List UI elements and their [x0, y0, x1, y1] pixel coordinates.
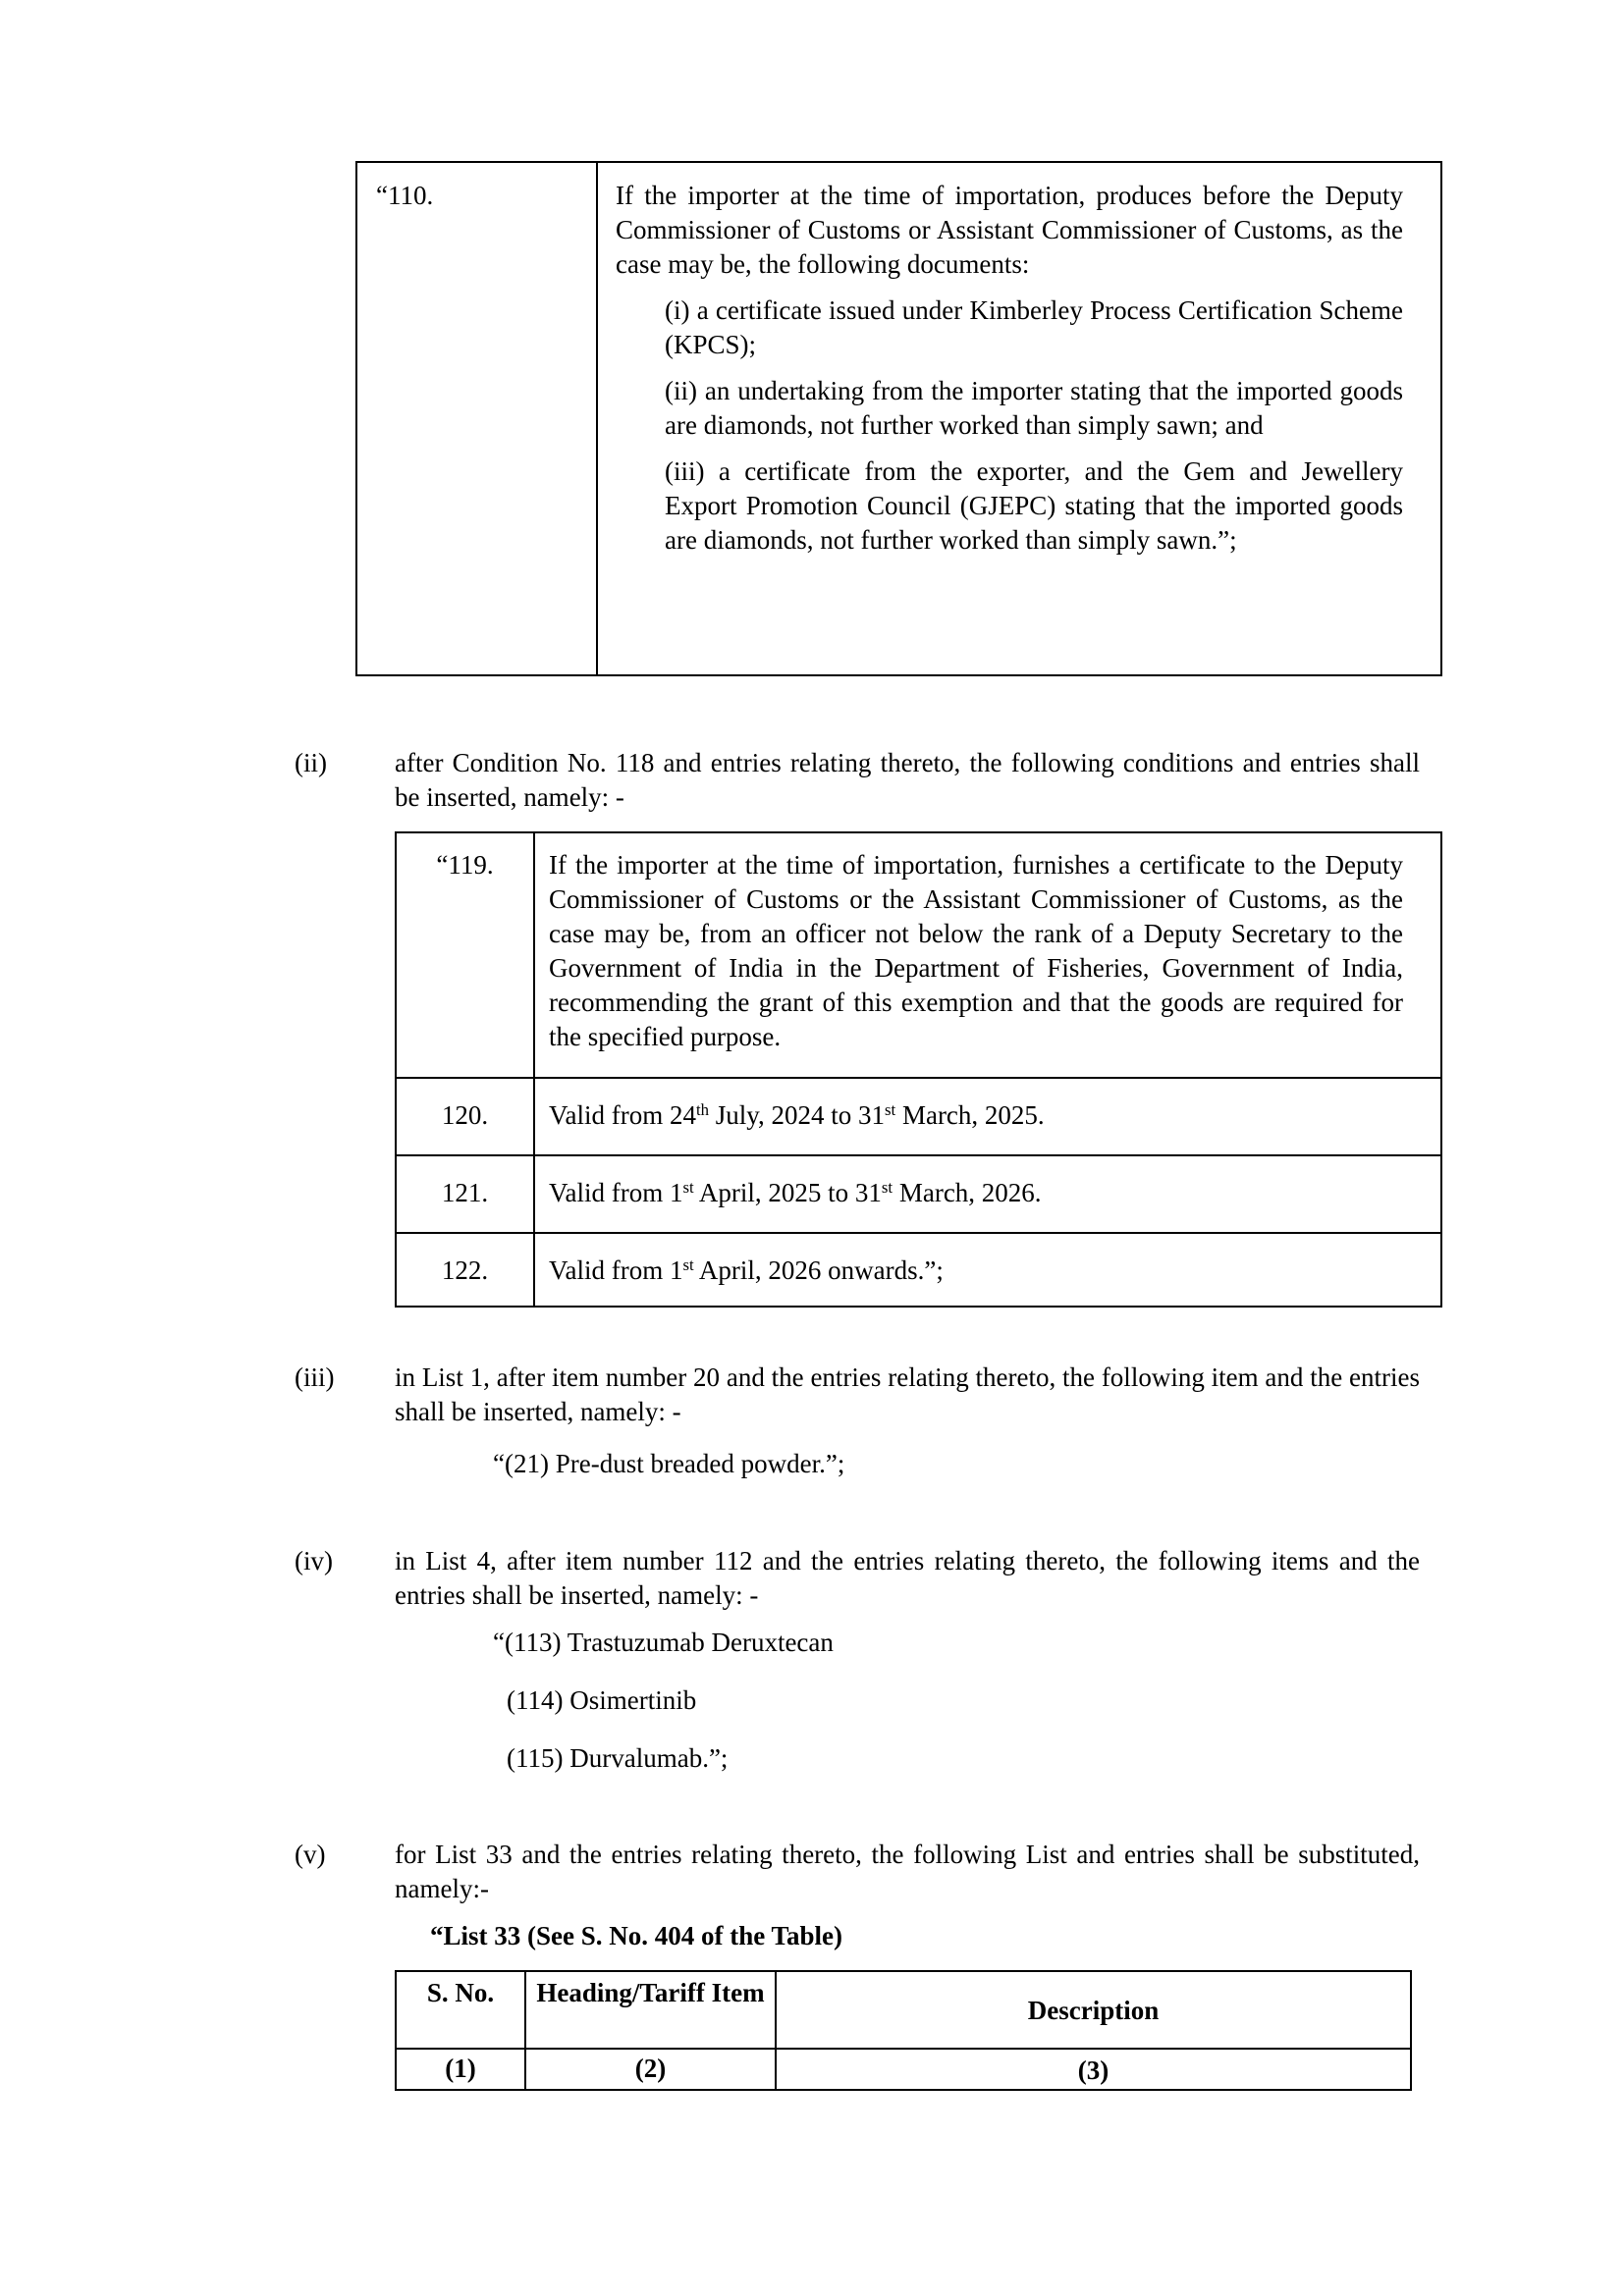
condition-text	[549, 1098, 1403, 1133]
condition-number: 121.	[441, 1178, 489, 1207]
text-part: Valid from 1	[549, 1178, 683, 1207]
clause-label: (iii)	[295, 1362, 335, 1392]
table-row	[397, 1077, 1440, 1154]
column-header: Description	[1027, 1996, 1160, 2025]
text-part: March, 2026.	[893, 1178, 1042, 1207]
clause-label: (iv)	[295, 1546, 333, 1575]
ordinal-suffix: st	[682, 1255, 694, 1274]
column-number-row	[397, 2050, 1410, 2089]
inserted-item: (114) Osimertinib	[507, 1685, 697, 1715]
condition-item: (iii) a certificate from the exporter, and the Gem and Jewellery Export Promotion Council (GJEPC) stating that the imported goods are diamonds, not further worked than simply sawn.”;	[665, 456, 1403, 555]
table-row	[397, 1154, 1440, 1232]
condition-number-cell	[357, 163, 598, 674]
clause-text: in List 1, after item number 20 and the entries relating thereto, the following item and the entries shall be inserted, namely: -	[395, 1362, 1420, 1426]
condition-text: If the importer at the time of importation, furnishes a certificate to the Deputy Commissioner of Customs or the Assistant Commissioner of Customs, as the case may be, from an officer not below the rank of a Deputy Secretary to the Government of India in the Department of Fisheries, Government of India, recommending the grant of this exemption and that the goods are required for the specified purpose.	[549, 850, 1403, 1051]
condition-intro: If the importer at the time of importation, produces before the Deputy Commissioner of Customs or Assistant Commissioner of Customs, as the case may be, the following documents:	[616, 181, 1403, 279]
column-number: (3)	[1077, 2056, 1110, 2085]
condition-number: 122.	[441, 1255, 489, 1285]
condition-number: “110.	[376, 181, 434, 210]
table-header-row	[397, 1972, 1410, 2050]
list-33-table	[395, 1970, 1412, 2091]
text-part: March, 2025.	[895, 1100, 1045, 1130]
condition-number: 120.	[441, 1100, 489, 1130]
inserted-item: “(113) Trastuzumab Deruxtecan	[493, 1628, 834, 1657]
ordinal-suffix: st	[881, 1177, 893, 1197]
text-part: July, 2024 to 31	[709, 1100, 886, 1130]
inserted-item: “(21) Pre-dust breaded powder.”;	[493, 1449, 845, 1478]
table-row	[397, 1232, 1440, 1306]
inserted-item: (115) Durvalumab.”;	[507, 1743, 729, 1773]
clause-text: after Condition No. 118 and entries relating thereto, the following conditions and entries shall be inserted, namely: -	[395, 748, 1420, 812]
column-header: S. No.	[426, 1978, 495, 2007]
column-number: (2)	[634, 2054, 667, 2083]
conditions-table	[395, 831, 1442, 1308]
ordinal-suffix: th	[695, 1099, 710, 1119]
column-number: (1)	[445, 2054, 476, 2083]
condition-text	[549, 1254, 1403, 1288]
clause-text: in List 4, after item number 112 and the entries relating thereto, the following items and the entries shall be inserted, namely: -	[395, 1546, 1420, 1610]
condition-item: (ii) an undertaking from the importer stating that the imported goods are diamonds, not further worked than simply sawn; and	[665, 376, 1403, 440]
condition-item: (i) a certificate issued under Kimberley Process Certification Scheme (KPCS);	[665, 295, 1403, 359]
text-part: Valid from 1	[549, 1255, 683, 1285]
condition-number: “119.	[436, 850, 494, 880]
condition-110-table	[355, 161, 1442, 676]
ordinal-suffix: st	[682, 1177, 694, 1197]
clause-text: for List 33 and the entries relating thereto, the following List and entries shall be substituted, namely:-	[395, 1840, 1420, 1903]
ordinal-suffix: st	[885, 1099, 896, 1119]
list-title: “List 33 (See S. No. 404 of the Table)	[430, 1921, 843, 1950]
clause-label: (v)	[295, 1840, 326, 1869]
text-part: Valid from 24	[549, 1100, 696, 1130]
column-header: Heading/Tariff Item	[536, 1978, 765, 2007]
condition-text	[549, 1176, 1403, 1210]
clause-label: (ii)	[295, 748, 327, 777]
condition-text-cell	[616, 179, 1403, 558]
text-part: April, 2025 to 31	[693, 1178, 882, 1207]
text-part: April, 2026 onwards.”;	[693, 1255, 944, 1285]
table-row	[397, 833, 1440, 1077]
